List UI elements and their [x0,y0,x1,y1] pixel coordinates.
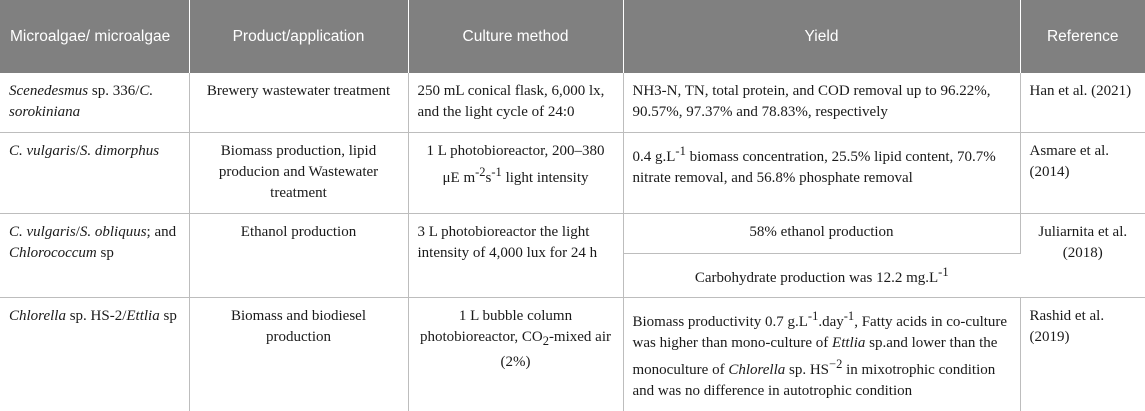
header-product: Product/application [189,0,408,73]
header-row [0,0,1145,73]
reference-cell: Rashid et al. (2019) [1020,298,1145,411]
product-cell: Biomass and biodiesel production [189,298,408,411]
product-cell: Biomass production, lipid producion and Wastewater treatment [189,133,408,214]
yield-cell: NH3-N, TN, total protein, and COD removal up to 96.22%, 90.57%, 97.37% and 78.83%, respectively [623,73,1020,133]
header-yield: Yield [623,0,1020,73]
yield-cell: Biomass productivity 0.7 $g.L^{-1}.day^{-1}$, Fatty acids in co-culture was higher than mono-culture of Ettlia sp.and lower than the monoculture of Chlorella sp. $HS^{-2}$ in mixotrophic condition and was no difference in autotrophic condition [623,298,1020,411]
product-cell: Brewery wastewater treatment [189,73,408,133]
yield-cell: 58% ethanol production [623,214,1020,254]
table-row [0,73,1145,133]
culture-cell: 1 L bubble column photobioreactor, $CO_2$-mixed air (2%) [408,298,623,411]
organism-cell: C. vulgaris/S. dimorphus [0,133,189,214]
header-culture: Culture method [408,0,623,73]
yield-cell-secondary: Carbohydrate production was 12.2 $mg.L^{-1}$ [623,254,1020,298]
organism-cell: Scenedesmus sp. 336/C. sorokiniana [0,73,189,133]
table-row [0,298,1145,411]
yield-cell: 0.4 $g.L^{-1}$ biomass concentration, 25.5% lipid content, 70.7% nitrate removal, and 56.8% phosphate removal [623,133,1020,214]
table-row [0,133,1145,214]
product-cell: Ethanol production [189,214,408,298]
culture-cell: 3 L photobioreactor the light intensity of 4,000 lux for 24 h [408,214,623,298]
header-reference: Reference [1020,0,1145,73]
culture-cell: 250 mL conical flask, 6,000 lx, and the light cycle of 24:0 [408,73,623,133]
header-microalgae: Microalgae/ microalgae [0,0,189,73]
organism-cell: C. vulgaris/S. obliquus; and Chlorococcum sp [0,214,189,298]
reference-cell: Han et al. (2021) [1020,73,1145,133]
table-row [0,214,1145,254]
culture-cell: 1 L photobioreactor, 200–380 μE $m^{-2}s^{-1}$ light intensity [408,133,623,214]
reference-cell: Juliarnita et al. (2018) [1020,214,1145,298]
reference-cell: Asmare et al. (2014) [1020,133,1145,214]
organism-cell: Chlorella sp. HS-2/Ettlia sp [0,298,189,411]
